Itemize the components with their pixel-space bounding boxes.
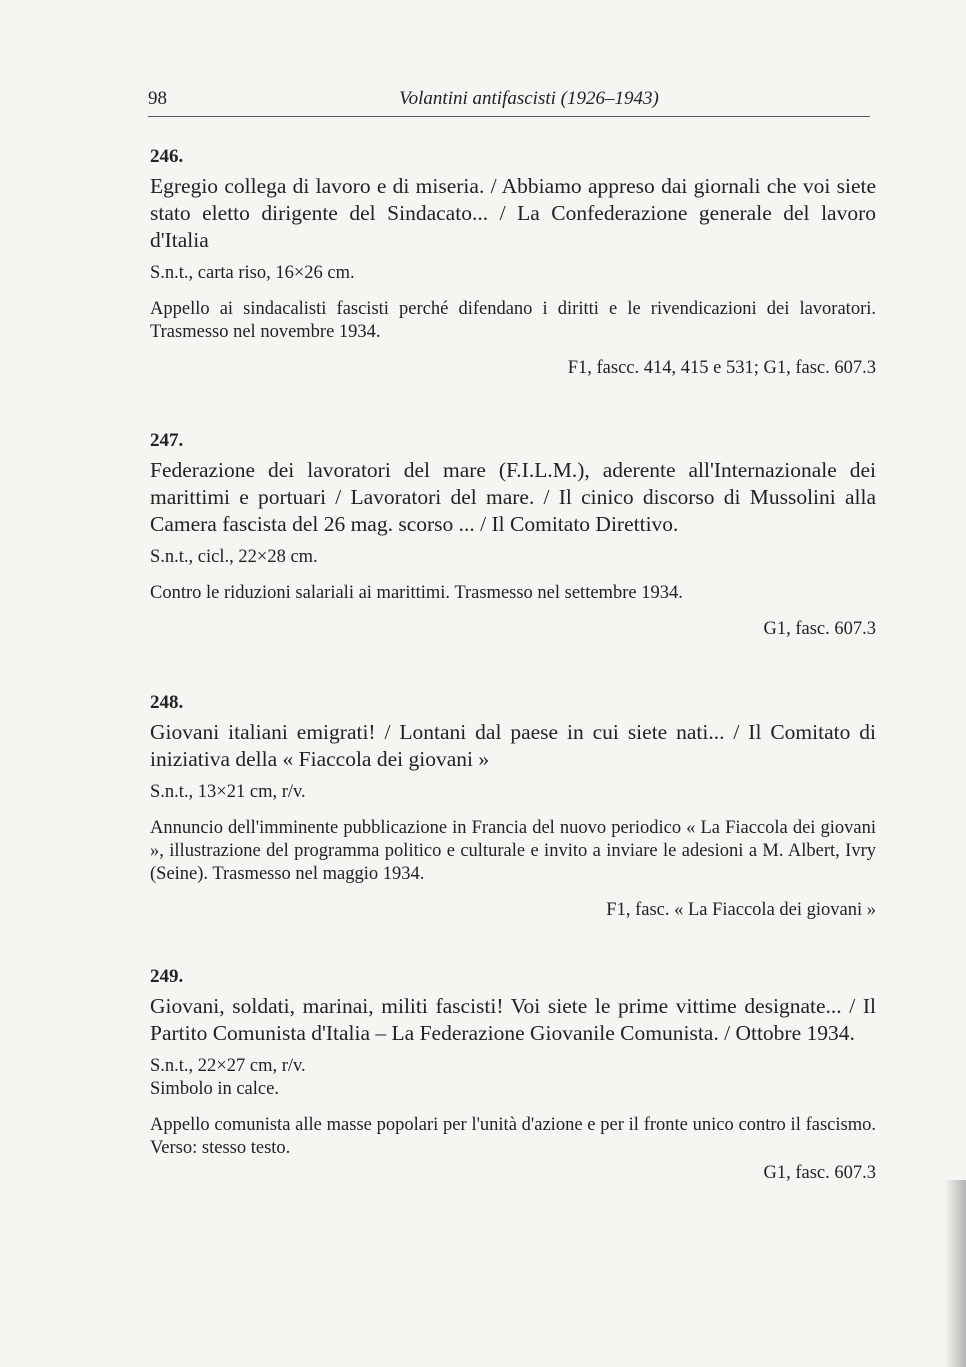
page-number: 98 xyxy=(148,88,167,109)
entry-source: F1, fascc. 414, 415 e 531; G1, fasc. 607.3 xyxy=(567,358,876,378)
entry-248 xyxy=(150,692,876,922)
entry-title: Federazione dei lavoratori del mare (F.I.L.M.), aderente all'Internazionale dei marittimi e portuari / Lavoratori del mare. / Il cinico discorso di Mussolini alla Camera fascista del 26 mag. scorso ... / Il Comitato Direttivo. xyxy=(150,458,876,536)
entry-note: Appello comunista alle masse popolari per l'unità d'azione e per il fronte unico contro il fascismo. Verso: stesso testo. xyxy=(150,1115,876,1158)
page-header xyxy=(148,88,870,117)
entry-title: Giovani, soldati, marinai, militi fascisti! Voi siete le prime vittime designate... / Il Partito Comunista d'Italia – La Federazione Giovanile Comunista. / Ottobre 1934. xyxy=(150,994,876,1045)
entry-note: Appello ai sindacalisti fascisti perché difendano i diritti e le rivendicazioni dei lavoratori. Trasmesso nel novembre 1934. xyxy=(150,299,876,342)
entry-source: G1, fasc. 607.3 xyxy=(763,1163,876,1183)
entry-description: S.n.t., cicl., 22×28 cm. xyxy=(150,547,318,567)
entry-246 xyxy=(150,146,876,380)
entry-description: S.n.t., 22×27 cm, r/v. xyxy=(150,1056,306,1076)
entry-description-extra: Simbolo in calce. xyxy=(150,1079,279,1099)
entry-title: Egregio collega di lavoro e di miseria. / Abbiamo appreso dai giornali che voi siete stato eletto dirigente del Sindacato... / La Confederazione generale del lavoro d'Italia xyxy=(150,174,876,252)
entry-number: 246. xyxy=(150,146,184,167)
entry-description: S.n.t., 13×21 cm, r/v. xyxy=(150,782,306,802)
scan-edge-shadow xyxy=(944,1180,966,1367)
entry-247 xyxy=(150,430,876,641)
entry-number: 249. xyxy=(150,966,184,987)
entry-249 xyxy=(150,966,876,1185)
entry-source: F1, fasc. « La Fiaccola dei giovani » xyxy=(606,900,876,920)
entry-source: G1, fasc. 607.3 xyxy=(763,619,876,639)
running-title: Volantini antifascisti (1926–1943) xyxy=(399,88,659,109)
entry-title: Giovani italiani emigrati! / Lontani dal paese in cui siete nati... / Il Comitato di iniziativa della « Fiaccola dei giovani » xyxy=(150,720,876,771)
entry-note: Annuncio dell'imminente pubblicazione in Francia del nuovo periodico « La Fiaccola dei giovani », illustrazione del programma politico e culturale e invito a inviare le adesioni a M. Albert, Ivry (Seine). Trasmesso nel maggio 1934. xyxy=(150,818,876,884)
entry-note: Contro le riduzioni salariali ai marittimi. Trasmesso nel settembre 1934. xyxy=(150,583,683,603)
entry-number: 247. xyxy=(150,430,184,451)
entry-description: S.n.t., carta riso, 16×26 cm. xyxy=(150,263,355,283)
entry-number: 248. xyxy=(150,692,184,713)
